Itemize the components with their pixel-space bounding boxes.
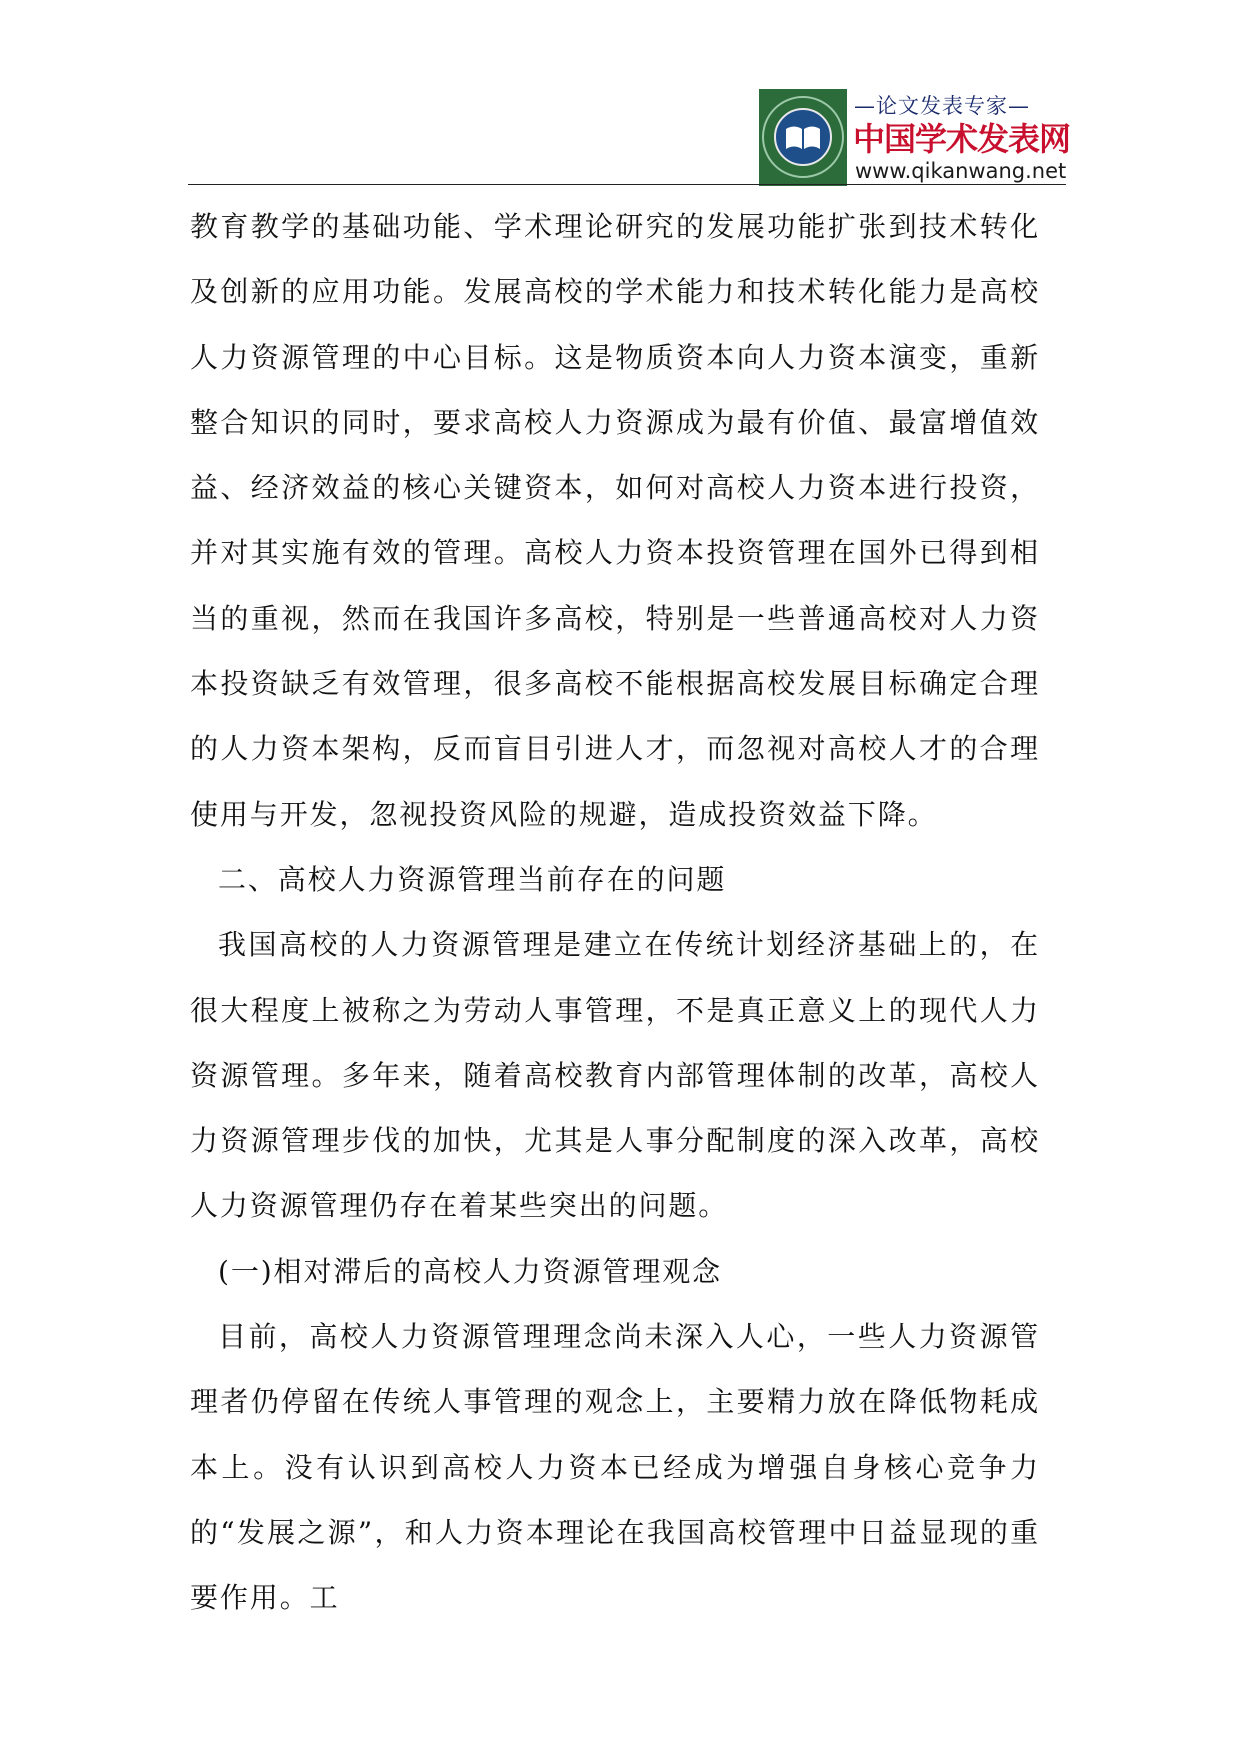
site-logo <box>759 89 1071 186</box>
logo-url: www.qikanwang.net <box>855 159 1067 183</box>
book-emblem-icon <box>759 89 847 186</box>
subsection-heading: (一)相对滞后的高校人力资源管理观念 <box>218 1254 723 1288</box>
logo-emblem <box>759 89 847 186</box>
section-heading: 二、高校人力资源管理当前存在的问题 <box>218 862 727 896</box>
body-paragraph: 目前，高校人力资源管理理念尚未深入人心，一些人力资源管理者仍停留在传统人事管理的观念上，主要精力放在降低物耗成本上。没有认识到高校人力资本已经成为增强自身核心竞争力的“发展之源”，和人力资本理论在我国高校管理中日益显现的重要作用。工 <box>190 1320 1040 1615</box>
body-paragraph: 教育教学的基础功能、学术理论研究的发展功能扩张到技术转化及创新的应用功能。发展高校的学术能力和技术转化能力是高校人力资源管理的中心目标。这是物质资本向人力资本演变，重新整合知识的同时，要求高校人力资源成为最有价值、最富增值效益、经济效益的核心关键资本，如何对高校人力资本进行投资，并对其实施有效的管理。高校人力资本投资管理在国外已得到相当的重视，然而在我国许多高校，特别是一些普通高校对人力资本投资缺乏有效管理，很多高校不能根据高校发展目标确定合理的人力资本架构，反而盲目引进人才，而忽视对高校人才的合理使用与开发，忽视投资风险的规避，造成投资效益下降。 <box>190 210 1040 831</box>
logo-tagline: —论文发表专家— <box>854 94 1030 118</box>
body-paragraph: 我国高校的人力资源管理是建立在传统计划经济基础上的，在很大程度上被称之为劳动人事管理，不是真正意义上的现代人力资源管理。多年来，随着高校教育内部管理体制的改革，高校人力资源管理步伐的加快，尤其是人事分配制度的深入改革，高校人力资源管理仍存在着某些突出的问题。 <box>190 928 1040 1223</box>
document-body <box>190 194 1040 1631</box>
logo-site-name: 中国学术发表网 <box>853 120 1071 158</box>
header-divider <box>188 184 1066 185</box>
